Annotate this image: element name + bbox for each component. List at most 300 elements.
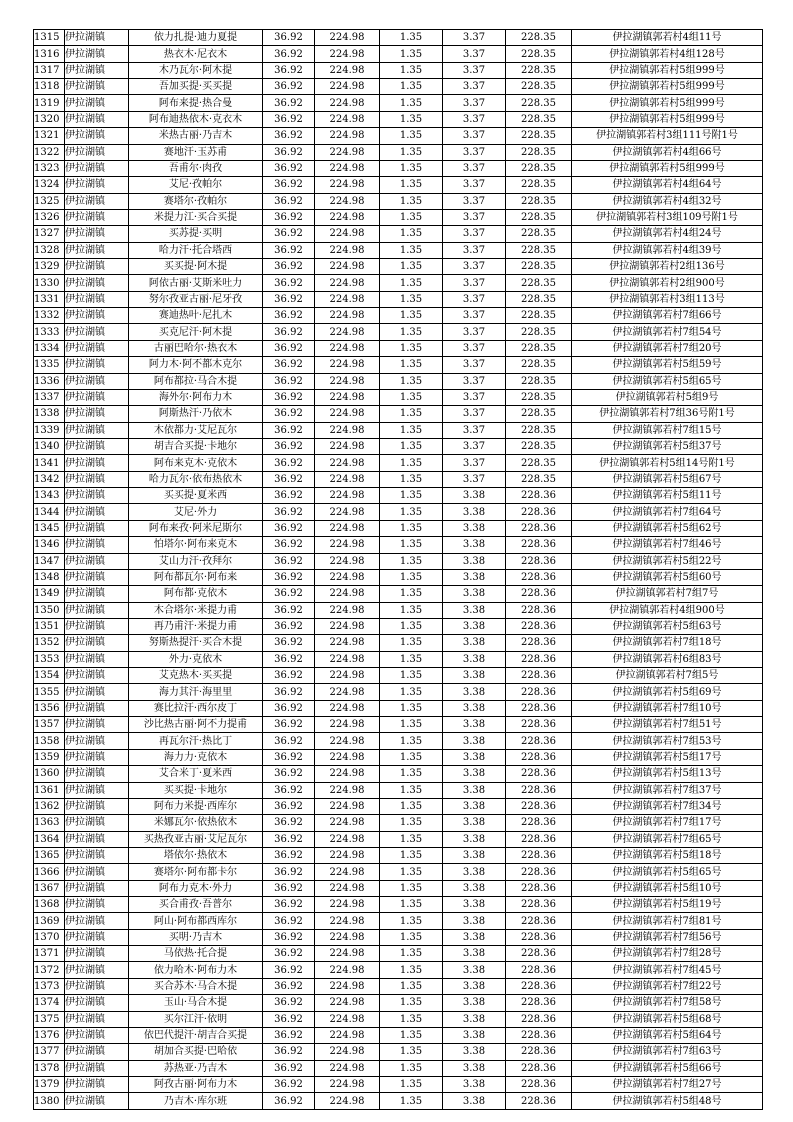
value1-cell: 36.92 xyxy=(263,177,315,193)
total-cell: 228.35 xyxy=(506,455,572,471)
value3-cell: 1.35 xyxy=(380,259,443,275)
address-cell: 伊拉湖镇郭若村6组83号 xyxy=(572,651,763,667)
value3-cell: 1.35 xyxy=(380,766,443,782)
value1-cell: 36.92 xyxy=(263,962,315,978)
value4-cell: 3.37 xyxy=(443,226,506,242)
value1-cell: 36.92 xyxy=(263,929,315,945)
address-cell: 伊拉湖镇郭若村7组36号附1号 xyxy=(572,406,763,422)
total-cell: 228.36 xyxy=(506,488,572,504)
address-cell: 伊拉湖镇郭若村5组59号 xyxy=(572,357,763,373)
total-cell: 228.36 xyxy=(506,1093,572,1109)
value3-cell: 1.35 xyxy=(380,357,443,373)
name-cell: 艾尼·孜帕尔 xyxy=(129,177,263,193)
row-number-cell: 1356 xyxy=(34,700,65,716)
total-cell: 228.36 xyxy=(506,602,572,618)
value3-cell: 1.35 xyxy=(380,160,443,176)
value1-cell: 36.92 xyxy=(263,308,315,324)
name-cell: 阿斯热汗·乃依木 xyxy=(129,406,263,422)
row-number-cell: 1348 xyxy=(34,569,65,585)
value3-cell: 1.35 xyxy=(380,275,443,291)
total-cell: 228.36 xyxy=(506,651,572,667)
value1-cell: 36.92 xyxy=(263,569,315,585)
town-cell: 伊拉湖镇 xyxy=(65,1077,129,1093)
row-number-cell: 1330 xyxy=(34,275,65,291)
value2-cell: 224.98 xyxy=(315,880,380,896)
name-cell: 海力其汗·海里里 xyxy=(129,684,263,700)
name-cell: 再瓦尔汗·热比丁 xyxy=(129,733,263,749)
town-cell: 伊拉湖镇 xyxy=(65,471,129,487)
table-row xyxy=(34,700,763,716)
table-row xyxy=(34,537,763,553)
value2-cell: 224.98 xyxy=(315,62,380,78)
total-cell: 228.36 xyxy=(506,995,572,1011)
total-cell: 228.36 xyxy=(506,504,572,520)
name-cell: 赛塔尔·孜帕尔 xyxy=(129,193,263,209)
row-number-cell: 1370 xyxy=(34,929,65,945)
table-row xyxy=(34,929,763,945)
total-cell: 228.36 xyxy=(506,815,572,831)
value3-cell: 1.35 xyxy=(380,897,443,913)
address-cell: 伊拉湖镇郭若村5组66号 xyxy=(572,1060,763,1076)
value4-cell: 3.37 xyxy=(443,111,506,127)
town-cell: 伊拉湖镇 xyxy=(65,700,129,716)
total-cell: 228.36 xyxy=(506,782,572,798)
name-cell: 阿布都拉·马合木提 xyxy=(129,373,263,389)
total-cell: 228.36 xyxy=(506,537,572,553)
value4-cell: 3.38 xyxy=(443,798,506,814)
address-cell: 伊拉湖镇郭若村7组5号 xyxy=(572,668,763,684)
table-row xyxy=(34,160,763,176)
table-row xyxy=(34,471,763,487)
value4-cell: 3.38 xyxy=(443,504,506,520)
address-cell: 伊拉湖镇郭若村7组37号 xyxy=(572,782,763,798)
town-cell: 伊拉湖镇 xyxy=(65,1027,129,1043)
name-cell: 阿布来提·热合曼 xyxy=(129,95,263,111)
town-cell: 伊拉湖镇 xyxy=(65,815,129,831)
address-cell: 伊拉湖镇郭若村7组27号 xyxy=(572,1077,763,1093)
town-cell: 伊拉湖镇 xyxy=(65,406,129,422)
value4-cell: 3.38 xyxy=(443,635,506,651)
row-number-cell: 1360 xyxy=(34,766,65,782)
value4-cell: 3.38 xyxy=(443,717,506,733)
town-cell: 伊拉湖镇 xyxy=(65,275,129,291)
town-cell: 伊拉湖镇 xyxy=(65,717,129,733)
value1-cell: 36.92 xyxy=(263,684,315,700)
value1-cell: 36.92 xyxy=(263,880,315,896)
value1-cell: 36.92 xyxy=(263,160,315,176)
value4-cell: 3.38 xyxy=(443,520,506,536)
address-cell: 伊拉湖镇郭若村7组45号 xyxy=(572,962,763,978)
address-cell: 伊拉湖镇郭若村5组14号附1号 xyxy=(572,455,763,471)
total-cell: 228.35 xyxy=(506,160,572,176)
value2-cell: 224.98 xyxy=(315,291,380,307)
address-cell: 伊拉湖镇郭若村5组37号 xyxy=(572,438,763,454)
town-cell: 伊拉湖镇 xyxy=(65,880,129,896)
address-cell: 伊拉湖镇郭若村4组39号 xyxy=(572,242,763,258)
address-cell: 伊拉湖镇郭若村4组24号 xyxy=(572,226,763,242)
value3-cell: 1.35 xyxy=(380,700,443,716)
table-row xyxy=(34,504,763,520)
row-number-cell: 1342 xyxy=(34,471,65,487)
value2-cell: 224.98 xyxy=(315,455,380,471)
row-number-cell: 1328 xyxy=(34,242,65,258)
address-cell: 伊拉湖镇郭若村4组32号 xyxy=(572,193,763,209)
value1-cell: 36.92 xyxy=(263,226,315,242)
value3-cell: 1.35 xyxy=(380,586,443,602)
value1-cell: 36.92 xyxy=(263,406,315,422)
row-number-cell: 1372 xyxy=(34,962,65,978)
address-cell: 伊拉湖镇郭若村5组22号 xyxy=(572,553,763,569)
value4-cell: 3.38 xyxy=(443,864,506,880)
table-row xyxy=(34,209,763,225)
name-cell: 买买提·阿木提 xyxy=(129,259,263,275)
value4-cell: 3.38 xyxy=(443,847,506,863)
value4-cell: 3.38 xyxy=(443,569,506,585)
table-body xyxy=(34,30,763,1110)
value1-cell: 36.92 xyxy=(263,46,315,62)
table-row xyxy=(34,864,763,880)
address-cell: 伊拉湖镇郭若村7组22号 xyxy=(572,978,763,994)
total-cell: 228.36 xyxy=(506,798,572,814)
value2-cell: 224.98 xyxy=(315,520,380,536)
value3-cell: 1.35 xyxy=(380,749,443,765)
row-number-cell: 1361 xyxy=(34,782,65,798)
value2-cell: 224.98 xyxy=(315,160,380,176)
value2-cell: 224.98 xyxy=(315,635,380,651)
address-cell: 伊拉湖镇郭若村4组128号 xyxy=(572,46,763,62)
value4-cell: 3.38 xyxy=(443,1060,506,1076)
value2-cell: 224.98 xyxy=(315,357,380,373)
table-row xyxy=(34,1077,763,1093)
value4-cell: 3.37 xyxy=(443,406,506,422)
value3-cell: 1.35 xyxy=(380,389,443,405)
name-cell: 沙比热古丽·阿不力提甫 xyxy=(129,717,263,733)
value3-cell: 1.35 xyxy=(380,668,443,684)
value2-cell: 224.98 xyxy=(315,831,380,847)
name-cell: 吾加买提·买买提 xyxy=(129,79,263,95)
value2-cell: 224.98 xyxy=(315,1044,380,1060)
value4-cell: 3.38 xyxy=(443,1093,506,1109)
name-cell: 依巴代提汗·胡吉合买提 xyxy=(129,1027,263,1043)
address-cell: 伊拉湖镇郭若村7组17号 xyxy=(572,815,763,831)
town-cell: 伊拉湖镇 xyxy=(65,995,129,1011)
value2-cell: 224.98 xyxy=(315,438,380,454)
total-cell: 228.35 xyxy=(506,471,572,487)
total-cell: 228.36 xyxy=(506,700,572,716)
address-cell: 伊拉湖镇郭若村7组54号 xyxy=(572,324,763,340)
name-cell: 哈力瓦尔·依布热依木 xyxy=(129,471,263,487)
town-cell: 伊拉湖镇 xyxy=(65,226,129,242)
name-cell: 买热孜亚古丽·艾尼瓦尔 xyxy=(129,831,263,847)
total-cell: 228.35 xyxy=(506,275,572,291)
value3-cell: 1.35 xyxy=(380,406,443,422)
total-cell: 228.36 xyxy=(506,569,572,585)
total-cell: 228.35 xyxy=(506,357,572,373)
value2-cell: 224.98 xyxy=(315,1027,380,1043)
row-number-cell: 1323 xyxy=(34,160,65,176)
value3-cell: 1.35 xyxy=(380,684,443,700)
row-number-cell: 1316 xyxy=(34,46,65,62)
address-cell: 伊拉湖镇郭若村5组999号 xyxy=(572,79,763,95)
name-cell: 海外尔·阿布力木 xyxy=(129,389,263,405)
row-number-cell: 1349 xyxy=(34,586,65,602)
value1-cell: 36.92 xyxy=(263,635,315,651)
name-cell: 阿布迪热依木·克衣木 xyxy=(129,111,263,127)
town-cell: 伊拉湖镇 xyxy=(65,897,129,913)
total-cell: 228.36 xyxy=(506,684,572,700)
value4-cell: 3.38 xyxy=(443,946,506,962)
address-cell: 伊拉湖镇郭若村7组20号 xyxy=(572,340,763,356)
value4-cell: 3.37 xyxy=(443,242,506,258)
value2-cell: 224.98 xyxy=(315,553,380,569)
total-cell: 228.36 xyxy=(506,913,572,929)
table-row xyxy=(34,488,763,504)
row-number-cell: 1355 xyxy=(34,684,65,700)
table-row xyxy=(34,880,763,896)
value2-cell: 224.98 xyxy=(315,488,380,504)
value2-cell: 224.98 xyxy=(315,79,380,95)
name-cell: 木依都力·艾尼瓦尔 xyxy=(129,422,263,438)
name-cell: 艾尼·外力 xyxy=(129,504,263,520)
address-cell: 伊拉湖镇郭若村5组13号 xyxy=(572,766,763,782)
value3-cell: 1.35 xyxy=(380,798,443,814)
value2-cell: 224.98 xyxy=(315,700,380,716)
address-cell: 伊拉湖镇郭若村5组18号 xyxy=(572,847,763,863)
total-cell: 228.35 xyxy=(506,324,572,340)
total-cell: 228.35 xyxy=(506,438,572,454)
value3-cell: 1.35 xyxy=(380,733,443,749)
town-cell: 伊拉湖镇 xyxy=(65,946,129,962)
name-cell: 米提力江·买合买提 xyxy=(129,209,263,225)
row-number-cell: 1343 xyxy=(34,488,65,504)
town-cell: 伊拉湖镇 xyxy=(65,684,129,700)
town-cell: 伊拉湖镇 xyxy=(65,651,129,667)
row-number-cell: 1365 xyxy=(34,847,65,863)
value1-cell: 36.92 xyxy=(263,340,315,356)
name-cell: 阿孜古丽·阿布力木 xyxy=(129,1077,263,1093)
town-cell: 伊拉湖镇 xyxy=(65,831,129,847)
total-cell: 228.36 xyxy=(506,1060,572,1076)
value2-cell: 224.98 xyxy=(315,798,380,814)
total-cell: 228.35 xyxy=(506,389,572,405)
value4-cell: 3.37 xyxy=(443,357,506,373)
name-cell: 米娜瓦尔·依热依木 xyxy=(129,815,263,831)
total-cell: 228.36 xyxy=(506,847,572,863)
row-number-cell: 1318 xyxy=(34,79,65,95)
value2-cell: 224.98 xyxy=(315,30,380,46)
value2-cell: 224.98 xyxy=(315,749,380,765)
name-cell: 外力·克依木 xyxy=(129,651,263,667)
town-cell: 伊拉湖镇 xyxy=(65,455,129,471)
total-cell: 228.35 xyxy=(506,406,572,422)
value4-cell: 3.37 xyxy=(443,46,506,62)
value4-cell: 3.38 xyxy=(443,618,506,634)
row-number-cell: 1339 xyxy=(34,422,65,438)
value3-cell: 1.35 xyxy=(380,1077,443,1093)
value2-cell: 224.98 xyxy=(315,1011,380,1027)
total-cell: 228.36 xyxy=(506,880,572,896)
total-cell: 228.35 xyxy=(506,46,572,62)
table-row xyxy=(34,782,763,798)
town-cell: 伊拉湖镇 xyxy=(65,422,129,438)
value3-cell: 1.35 xyxy=(380,913,443,929)
name-cell: 阿布来克木·克依木 xyxy=(129,455,263,471)
table-row xyxy=(34,1093,763,1109)
value4-cell: 3.37 xyxy=(443,422,506,438)
name-cell: 马依热·托合提 xyxy=(129,946,263,962)
value3-cell: 1.35 xyxy=(380,209,443,225)
value1-cell: 36.92 xyxy=(263,275,315,291)
value2-cell: 224.98 xyxy=(315,815,380,831)
value1-cell: 36.92 xyxy=(263,798,315,814)
name-cell: 阿布力米提·西库尔 xyxy=(129,798,263,814)
name-cell: 古丽巴哈尔·热衣木 xyxy=(129,340,263,356)
address-cell: 伊拉湖镇郭若村4组900号 xyxy=(572,602,763,618)
name-cell: 阿山·阿布都西库尔 xyxy=(129,913,263,929)
row-number-cell: 1315 xyxy=(34,30,65,46)
name-cell: 阿依古丽·艾斯米吐力 xyxy=(129,275,263,291)
value3-cell: 1.35 xyxy=(380,635,443,651)
address-cell: 伊拉湖镇郭若村4组66号 xyxy=(572,144,763,160)
town-cell: 伊拉湖镇 xyxy=(65,553,129,569)
address-cell: 伊拉湖镇郭若村3组111号附1号 xyxy=(572,128,763,144)
value4-cell: 3.38 xyxy=(443,651,506,667)
table-row xyxy=(34,962,763,978)
name-cell: 米热古丽·乃吉木 xyxy=(129,128,263,144)
value1-cell: 36.92 xyxy=(263,357,315,373)
table-row xyxy=(34,259,763,275)
table-row xyxy=(34,422,763,438)
row-number-cell: 1344 xyxy=(34,504,65,520)
value3-cell: 1.35 xyxy=(380,651,443,667)
table-row xyxy=(34,455,763,471)
value1-cell: 36.92 xyxy=(263,897,315,913)
value4-cell: 3.38 xyxy=(443,962,506,978)
value2-cell: 224.98 xyxy=(315,978,380,994)
value2-cell: 224.98 xyxy=(315,46,380,62)
value3-cell: 1.35 xyxy=(380,488,443,504)
value3-cell: 1.35 xyxy=(380,978,443,994)
value3-cell: 1.35 xyxy=(380,79,443,95)
value4-cell: 3.38 xyxy=(443,929,506,945)
value1-cell: 36.92 xyxy=(263,242,315,258)
row-number-cell: 1379 xyxy=(34,1077,65,1093)
total-cell: 228.35 xyxy=(506,259,572,275)
address-cell: 伊拉湖镇郭若村5组999号 xyxy=(572,111,763,127)
row-number-cell: 1377 xyxy=(34,1044,65,1060)
value4-cell: 3.38 xyxy=(443,488,506,504)
value1-cell: 36.92 xyxy=(263,553,315,569)
total-cell: 228.35 xyxy=(506,291,572,307)
address-cell: 伊拉湖镇郭若村7组64号 xyxy=(572,504,763,520)
name-cell: 买明·乃吉木 xyxy=(129,929,263,945)
value4-cell: 3.37 xyxy=(443,62,506,78)
value1-cell: 36.92 xyxy=(263,128,315,144)
name-cell: 艾合米丁·夏米西 xyxy=(129,766,263,782)
address-cell: 伊拉湖镇郭若村7组56号 xyxy=(572,929,763,945)
table-row xyxy=(34,978,763,994)
value3-cell: 1.35 xyxy=(380,95,443,111)
town-cell: 伊拉湖镇 xyxy=(65,733,129,749)
value1-cell: 36.92 xyxy=(263,651,315,667)
value2-cell: 224.98 xyxy=(315,422,380,438)
value1-cell: 36.92 xyxy=(263,668,315,684)
table-row xyxy=(34,733,763,749)
value4-cell: 3.37 xyxy=(443,438,506,454)
value3-cell: 1.35 xyxy=(380,193,443,209)
value3-cell: 1.35 xyxy=(380,128,443,144)
table-row xyxy=(34,1060,763,1076)
address-cell: 伊拉湖镇郭若村7组15号 xyxy=(572,422,763,438)
total-cell: 228.36 xyxy=(506,897,572,913)
address-cell: 伊拉湖镇郭若村5组69号 xyxy=(572,684,763,700)
row-number-cell: 1325 xyxy=(34,193,65,209)
value4-cell: 3.37 xyxy=(443,79,506,95)
value4-cell: 3.38 xyxy=(443,668,506,684)
town-cell: 伊拉湖镇 xyxy=(65,766,129,782)
town-cell: 伊拉湖镇 xyxy=(65,389,129,405)
value1-cell: 36.92 xyxy=(263,373,315,389)
name-cell: 努尔孜亚古丽·尼牙孜 xyxy=(129,291,263,307)
address-cell: 伊拉湖镇郭若村7组63号 xyxy=(572,1044,763,1060)
row-number-cell: 1335 xyxy=(34,357,65,373)
value2-cell: 224.98 xyxy=(315,275,380,291)
town-cell: 伊拉湖镇 xyxy=(65,209,129,225)
name-cell: 再乃甫汗·米提力甫 xyxy=(129,618,263,634)
row-number-cell: 1367 xyxy=(34,880,65,896)
value2-cell: 224.98 xyxy=(315,242,380,258)
address-cell: 伊拉湖镇郭若村5组999号 xyxy=(572,160,763,176)
total-cell: 228.35 xyxy=(506,30,572,46)
value4-cell: 3.37 xyxy=(443,340,506,356)
total-cell: 228.35 xyxy=(506,308,572,324)
value4-cell: 3.38 xyxy=(443,1027,506,1043)
total-cell: 228.36 xyxy=(506,635,572,651)
value1-cell: 36.92 xyxy=(263,95,315,111)
row-number-cell: 1317 xyxy=(34,62,65,78)
value4-cell: 3.38 xyxy=(443,700,506,716)
value2-cell: 224.98 xyxy=(315,766,380,782)
table-row xyxy=(34,897,763,913)
value4-cell: 3.37 xyxy=(443,259,506,275)
value2-cell: 224.98 xyxy=(315,929,380,945)
table-row xyxy=(34,226,763,242)
table-row xyxy=(34,847,763,863)
value1-cell: 36.92 xyxy=(263,438,315,454)
value3-cell: 1.35 xyxy=(380,602,443,618)
value3-cell: 1.35 xyxy=(380,177,443,193)
table-row xyxy=(34,128,763,144)
address-cell: 伊拉湖镇郭若村2组136号 xyxy=(572,259,763,275)
value1-cell: 36.92 xyxy=(263,782,315,798)
value2-cell: 224.98 xyxy=(315,259,380,275)
value4-cell: 3.37 xyxy=(443,30,506,46)
value4-cell: 3.37 xyxy=(443,324,506,340)
table-row xyxy=(34,618,763,634)
value4-cell: 3.38 xyxy=(443,995,506,1011)
name-cell: 赛地汗·玉苏甫 xyxy=(129,144,263,160)
total-cell: 228.35 xyxy=(506,242,572,258)
value3-cell: 1.35 xyxy=(380,242,443,258)
table-row xyxy=(34,749,763,765)
value4-cell: 3.38 xyxy=(443,1077,506,1093)
name-cell: 阿布都·克依木 xyxy=(129,586,263,602)
value2-cell: 224.98 xyxy=(315,209,380,225)
value1-cell: 36.92 xyxy=(263,946,315,962)
town-cell: 伊拉湖镇 xyxy=(65,95,129,111)
value3-cell: 1.35 xyxy=(380,929,443,945)
name-cell: 苏热亚·乃吉木 xyxy=(129,1060,263,1076)
